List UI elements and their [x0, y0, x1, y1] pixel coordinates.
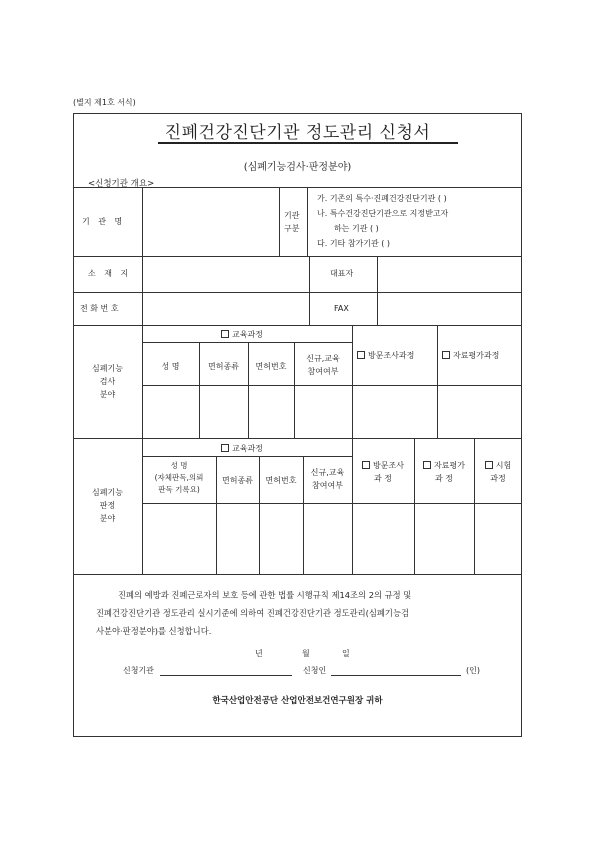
- grid-line: [142, 342, 352, 343]
- overview-label: <신청기관 개요>: [88, 179, 155, 189]
- col-license-no: 면허번호: [255, 362, 287, 371]
- form-frame: [73, 113, 522, 737]
- date-month-label: 월: [302, 649, 310, 658]
- col-edu-participation: 신규,교육 참여여부: [310, 468, 345, 490]
- grid-line: [73, 187, 522, 188]
- phone-label: 전 화 번 호: [80, 304, 119, 313]
- address-field[interactable]: [143, 257, 308, 291]
- application-statement: 진폐의 예방과 진폐근로자의 보호 등에 관한 법률 시행규칙 제14조의 2의 규정 및 진폐건강진단기관 정도관리 실시기준에 의하여 진폐건강진단기관 정도관리(심폐기능검 사분야·판정분야)를 신청합니다.: [96, 590, 412, 636]
- applicant-org-field[interactable]: [160, 675, 292, 676]
- inspection-edu-checkbox[interactable]: 교육과정: [221, 329, 263, 340]
- fax-label: FAX: [334, 304, 349, 313]
- addressee: 한국산업안전공단 산업안전보건연구원장 귀하: [212, 696, 383, 706]
- fax-field[interactable]: [378, 293, 521, 324]
- checkbox-icon: [442, 351, 450, 359]
- type-option-a[interactable]: 가. 기존의 특수·진폐건강진단기관 ( ): [317, 194, 447, 203]
- grid-line: [73, 325, 522, 326]
- col-license-type: 면허종류: [208, 362, 239, 371]
- judgment-test-checkbox[interactable]: 시험 과정: [474, 459, 522, 485]
- form-subtitle: (심폐기능검사·판정분야): [243, 162, 352, 173]
- applicant-person-field[interactable]: [331, 675, 461, 676]
- judgment-edu-checkbox[interactable]: 교육과정: [221, 443, 263, 454]
- judgment-section-label: 심폐기능 판정 분야: [92, 488, 123, 523]
- grid-line: [309, 256, 310, 325]
- date-year-field[interactable]: [200, 646, 250, 660]
- date-year-label: 년: [255, 649, 263, 658]
- grid-line: [352, 325, 353, 438]
- inspection-data-checkbox[interactable]: 자료평가과정: [442, 350, 499, 361]
- col-edu-participation: 신규,교육 참여여부: [306, 354, 340, 376]
- institution-type-label: 기관: [284, 211, 300, 220]
- grid-line: [437, 325, 438, 438]
- type-option-b-cont: 하는 기관 ( ): [334, 224, 379, 233]
- col-license-no: 면허번호: [265, 476, 297, 485]
- inspection-visit-checkbox[interactable]: 방문조사과정: [357, 350, 414, 361]
- phone-field[interactable]: [143, 293, 308, 324]
- checkbox-icon: [423, 461, 431, 469]
- grid-line: [248, 342, 249, 438]
- form-reference: (별지 제1호 서식): [73, 98, 136, 107]
- institution-name-label: 기 관 명: [82, 217, 126, 226]
- applicant-person-label: 신청인: [303, 666, 327, 675]
- grid-line: [279, 187, 280, 256]
- inspection-section-label: 심폐기능 검사 분야: [92, 364, 123, 399]
- grid-line: [199, 342, 200, 438]
- judgment-data-checkbox[interactable]: 자료평가 과 정: [414, 459, 474, 485]
- form-title: 진폐건강진단기관 정도관리 신청서: [164, 123, 431, 143]
- checkbox-icon: [221, 330, 229, 338]
- representative-label: 대표자: [330, 269, 354, 278]
- address-label: 소 재 지: [88, 269, 132, 278]
- checkbox-icon: [362, 461, 370, 469]
- title-underline: [158, 142, 458, 144]
- grid-line: [73, 438, 522, 439]
- type-option-c[interactable]: 다. 기타 참가기관 ( ): [317, 239, 391, 248]
- seal-label: (인): [466, 666, 480, 675]
- grid-line: [73, 574, 522, 575]
- checkbox-icon: [357, 351, 365, 359]
- checkbox-icon: [485, 461, 493, 469]
- grid-line: [142, 503, 522, 504]
- checkbox-icon: [221, 444, 229, 452]
- grid-line: [142, 456, 352, 457]
- date-day-label: 일: [342, 649, 350, 658]
- col-name-judgment: 성 명 (자체판독,의뢰 판독 기록요): [154, 461, 204, 494]
- col-license-type: 면허종류: [222, 476, 253, 485]
- institution-type-label: 구분: [284, 224, 300, 233]
- grid-line: [307, 187, 308, 256]
- representative-field[interactable]: [378, 257, 521, 291]
- col-name: 성 명: [161, 362, 180, 371]
- judgment-visit-checkbox[interactable]: 방문조사 과 정: [352, 459, 414, 485]
- applicant-org-label: 신청기관: [123, 666, 154, 675]
- institution-name-field[interactable]: [143, 188, 278, 255]
- type-option-b[interactable]: 나. 특수건강진단기관으로 지정받고자: [317, 209, 449, 218]
